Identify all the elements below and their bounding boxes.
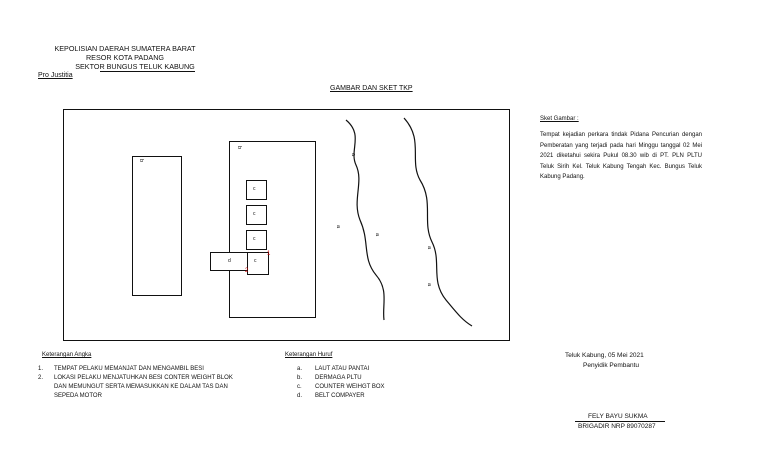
legend-letters-list bbox=[297, 365, 385, 401]
map-label-c2: c bbox=[253, 211, 256, 217]
header-underline bbox=[100, 71, 195, 72]
legend-number-item: SEPEDA MOTOR bbox=[54, 393, 102, 399]
signature-name: FELY BAYU SUKMA bbox=[588, 413, 648, 420]
header-line-3-text: SEKTOR BUNGUS TELUK KABUNG bbox=[75, 62, 195, 71]
map-label-a3: a bbox=[374, 233, 380, 237]
page-title: GAMBAR DAN SKET TKP bbox=[330, 85, 413, 92]
legend-letters-heading: Keterangan Huruf bbox=[285, 352, 333, 358]
sketch-heading: Sket Gambar : bbox=[540, 116, 579, 122]
legend-number-item: 2. LOKASI PELAKU MENJATUHKAN BESI CONTER WEIGHT BLOK bbox=[38, 375, 233, 381]
legend-letter-item: d. BELT COMPAYER bbox=[297, 393, 365, 399]
header-line-2: RESOR KOTA PADANG bbox=[85, 53, 164, 62]
map-label-a2: a bbox=[335, 225, 341, 229]
legend-number-item: DAN MEMUNGUT SERTA MEMASUKKAN KE DALAM TAS DAN bbox=[54, 384, 228, 390]
map-label-c4: c bbox=[254, 258, 257, 264]
sketch-description: Tempat kejadian perkara tindak Pidana Pencurian dengan Pemberatan yang terjadi pada hari Minggu tanggal 02 Mei 2021 diketahui sekira Pukul 08.30 wib di PT. PLN PLTU Teluk Sirih Kel. Teluk Kabung Tengah Kec. Bungus Teluk Kabung Padang. bbox=[540, 132, 702, 180]
coastline-svg bbox=[64, 110, 511, 342]
header-line-1: KEPOLISIAN DAERAH SUMATERA BARAT bbox=[54, 44, 196, 53]
pro-justitia: Pro Justitia bbox=[38, 72, 73, 79]
map-label-c3: c bbox=[253, 236, 256, 242]
map-label-c1: c bbox=[253, 186, 256, 192]
signature-place-date: Teluk Kabung, 05 Mei 2021 bbox=[565, 352, 644, 359]
map-label-d: d bbox=[228, 258, 231, 264]
coastline-2 bbox=[404, 118, 472, 326]
map-label-a1: a bbox=[350, 153, 356, 157]
legend-numbers-list bbox=[38, 365, 233, 401]
map-label-a4: a bbox=[426, 246, 432, 250]
marker-2: 2 bbox=[245, 268, 249, 274]
signature-underline bbox=[575, 421, 665, 422]
legend-letter-item: a. LAUT ATAU PANTAI bbox=[297, 366, 370, 372]
map-label-a5: a bbox=[426, 283, 432, 287]
tkp-sketch-map bbox=[63, 109, 510, 341]
signature-rank-nrp: BRIGADIR NRP 89070287 bbox=[578, 423, 656, 430]
legend-letter-item: c. COUNTER WEIHGT BOX bbox=[297, 384, 385, 390]
header-line-3 bbox=[0, 62, 295, 71]
legend-number-item: 1. TEMPAT PELAKU MEMANJAT DAN MENGAMBIL BESI bbox=[38, 366, 204, 372]
legend-letter-item: b. DERMAGA PLTU bbox=[297, 375, 362, 381]
marker-1: 1 bbox=[267, 251, 271, 257]
map-label-b-left: b bbox=[138, 159, 144, 163]
map-label-b-main: b bbox=[236, 146, 242, 150]
signature-role: Penyidik Pembantu bbox=[583, 362, 640, 369]
coastline-1 bbox=[346, 120, 384, 320]
legend-numbers-heading: Keterangan Angka bbox=[42, 352, 92, 358]
